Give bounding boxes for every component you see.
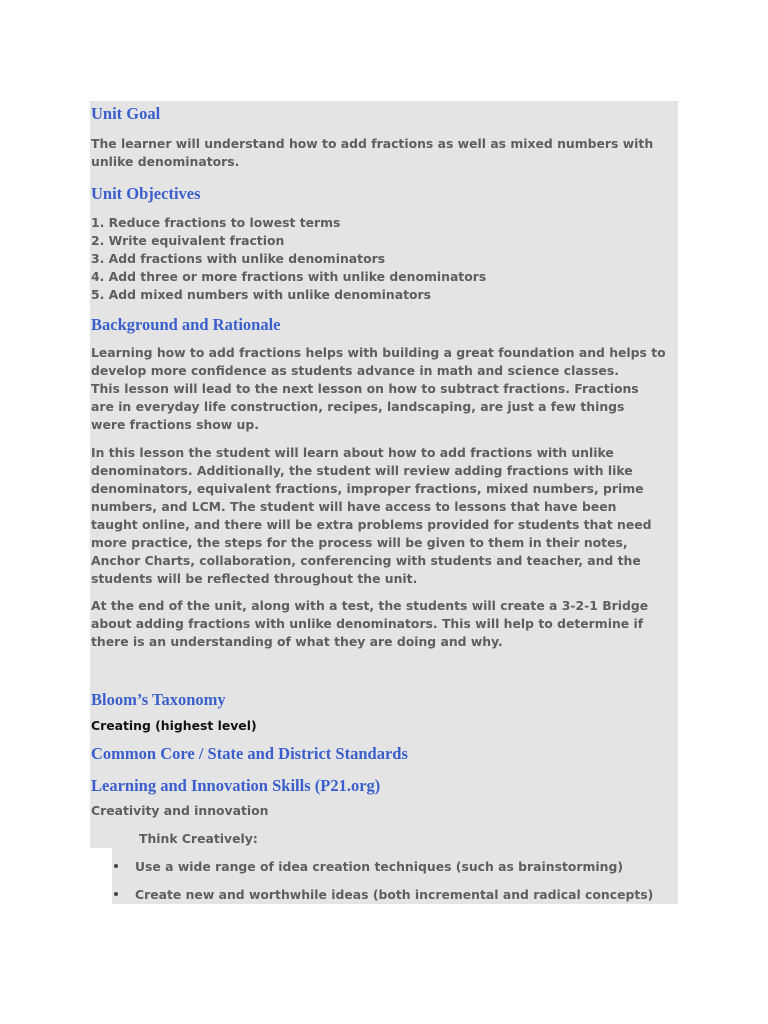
paragraph-line: were fractions show up. xyxy=(91,417,259,432)
unit-goal-line: unlike denominators. xyxy=(91,154,240,169)
objective-item: 2. Write equivalent fraction xyxy=(91,233,285,248)
paragraph-line: At the end of the unit, along with a test, the students will create a 3-2-1 Bridge xyxy=(91,598,649,613)
objective-item: 1. Reduce fractions to lowest terms xyxy=(91,215,341,230)
unit-goal-line: The learner will understand how to add fractions as well as mixed numbers with xyxy=(91,136,654,151)
skills-heading: Learning and Innovation Skills (P21.org) xyxy=(91,776,381,795)
objective-item: 5. Add mixed numbers with unlike denominators xyxy=(91,287,432,302)
blooms-heading: Bloom’s Taxonomy xyxy=(91,690,226,709)
paragraph-line: are in everyday life construction, recipes, landscaping, are just a few things xyxy=(91,399,625,414)
unit-goal-heading: Unit Goal xyxy=(91,104,161,123)
unit-objectives-heading: Unit Objectives xyxy=(91,184,201,203)
paragraph-line: This lesson will lead to the next lesson on how to subtract fractions. Fractions xyxy=(91,381,639,396)
blooms-level: Creating (highest level) xyxy=(91,718,257,733)
list-item-text: Use a wide range of idea creation techniques (such as brainstorming) xyxy=(135,859,624,874)
background-paragraph-1 xyxy=(91,344,681,434)
list-item-text: Create new and worthwhile ideas (both incremental and radical concepts) xyxy=(135,887,654,902)
list-item xyxy=(91,886,681,914)
paragraph-line: Learning how to add fractions helps with building a great foundation and helps to xyxy=(91,345,666,360)
background-paragraph-2 xyxy=(91,444,681,588)
paragraph-line: denominators. Additionally, the student will review adding fractions with like xyxy=(91,463,633,478)
paragraph-line: there is an understanding of what they are doing and why. xyxy=(91,634,503,649)
paragraph-line: more practice, the steps for the process will be given to them in their notes, xyxy=(91,535,628,550)
skills-bullet-list xyxy=(91,858,681,914)
paragraph-line: In this lesson the student will learn about how to add fractions with unlike xyxy=(91,445,614,460)
paragraph-line: denominators, equivalent fractions, improper fractions, mixed numbers, prime xyxy=(91,481,644,496)
background-heading: Background and Rationale xyxy=(91,315,281,334)
objective-item: 4. Add three or more fractions with unlike denominators xyxy=(91,269,487,284)
paragraph-line: numbers, and LCM. The student will have access to lessons that have been xyxy=(91,499,617,514)
bullet-icon xyxy=(114,864,118,868)
objective-item: 3. Add fractions with unlike denominators xyxy=(91,251,386,266)
paragraph-line: taught online, and there will be extra problems provided for students that need xyxy=(91,517,652,532)
list-item xyxy=(91,858,681,886)
standards-heading: Common Core / State and District Standards xyxy=(91,744,408,763)
background-paragraph-3 xyxy=(91,597,681,651)
paragraph-line: Anchor Charts, collaboration, conferencing with students and teacher, and the xyxy=(91,553,641,568)
unit-objectives-list xyxy=(91,214,681,304)
skills-subheading: Think Creatively: xyxy=(139,831,258,846)
paragraph-line: develop more confidence as students advance in math and science classes. xyxy=(91,363,619,378)
paragraph-line: students will be reflected throughout the unit. xyxy=(91,571,418,586)
skills-category: Creativity and innovation xyxy=(91,803,269,818)
paragraph-line: about adding fractions with unlike denominators. This will help to determine if xyxy=(91,616,644,631)
unit-goal-text xyxy=(91,135,681,171)
bullet-icon xyxy=(114,892,118,896)
document-content xyxy=(91,101,681,914)
